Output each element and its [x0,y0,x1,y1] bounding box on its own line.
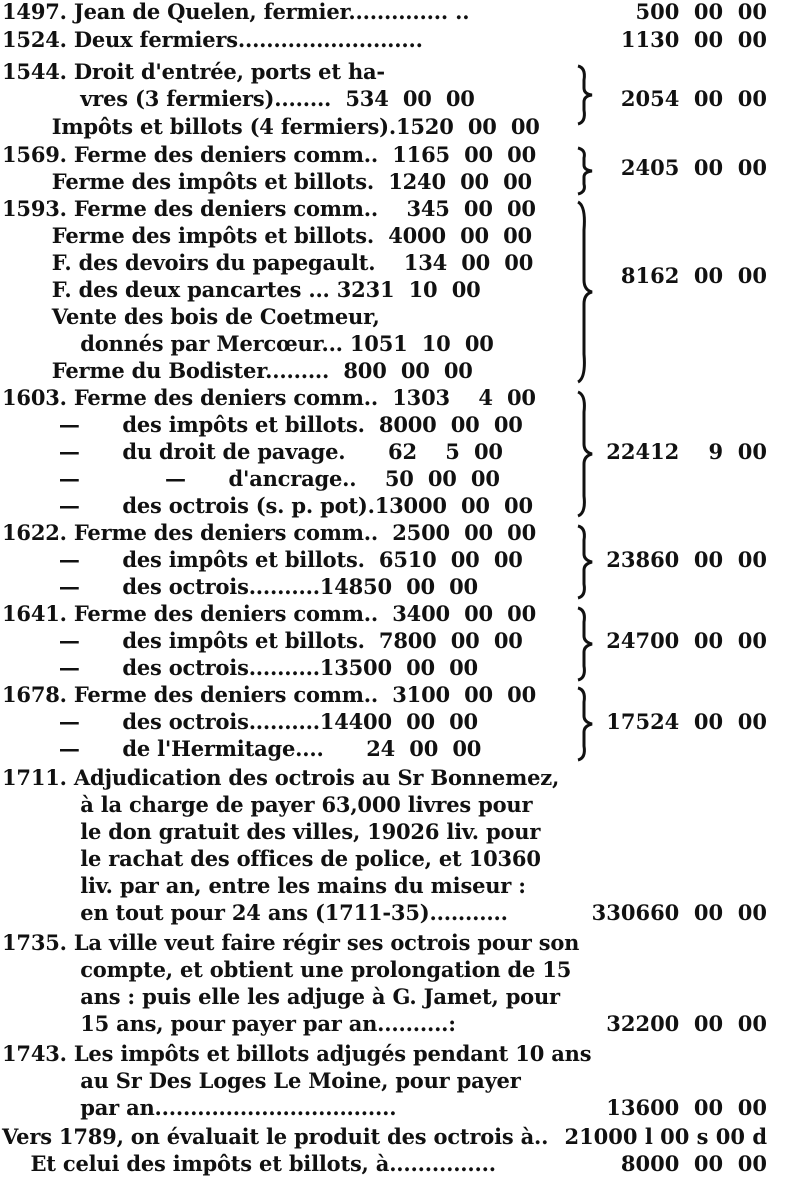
total-1711: 330660 00 00 [591,900,767,925]
total-1789-impots: 8000 00 00 [620,1151,767,1176]
entry-line-1622-a: 1622. Ferme des deniers comm.. 2500 00 00 [2,520,536,545]
entry-line-1593-f: donnés par Mercœur... 1051 10 00 [2,331,494,356]
entry-line-1524: 1524. Deux fermiers.......................... [2,27,423,52]
brace-1603 [574,390,594,518]
entry-line-1711-a: 1711. Adjudication des octrois au Sr Bonnemez, [2,765,560,790]
entry-line-1544-b: vres (3 fermiers)........ 534 00 00 [2,86,475,111]
entry-line-1544-c: Impôts et billots (4 fermiers).1520 00 00 [2,114,540,139]
brace-1622 [574,524,594,600]
entry-line-1569-b: Ferme des impôts et billots. 1240 00 00 [2,169,532,194]
entry-line-1678-a: 1678. Ferme des deniers comm.. 3100 00 00 [2,682,536,707]
total-1743: 13600 00 00 [606,1095,767,1120]
entry-line-1641-a: 1641. Ferme des deniers comm.. 3400 00 00 [2,601,536,626]
entry-line-1603-a: 1603. Ferme des deniers comm.. 1303 4 00 [2,385,536,410]
entry-line-1622-c: — des octrois..........14850 00 00 [2,574,478,599]
total-1789-octrois: 21000 l 00 s 00 d [564,1124,767,1149]
entry-line-1678-b: — des octrois..........14400 00 00 [2,709,478,734]
brace-1569 [574,146,594,196]
total-1544: 2054 00 00 [620,86,767,111]
entry-line-1735-c: ans : puis elle les adjuge à G. Jamet, pour [2,984,560,1009]
entry-line-1641-c: — des octrois..........13500 00 00 [2,655,478,680]
entry-line-1743-c: par an.................................. [2,1095,397,1120]
entry-line-1711-d: le rachat des offices de police, et 10360 [2,846,541,871]
entry-line-1603-c: — du droit de pavage. 62 5 00 [2,439,503,464]
entry-line-1593-b: Ferme des impôts et billots. 4000 00 00 [2,223,532,248]
total-1593: 8162 00 00 [620,263,767,288]
total-1569: 2405 00 00 [620,155,767,180]
entry-line-1711-e: liv. par an, entre les mains du miseur : [2,873,526,898]
entry-line-1593-a: 1593. Ferme des deniers comm.. 345 00 00 [2,196,536,221]
total-1641: 24700 00 00 [606,628,767,653]
total-1622: 23860 00 00 [606,547,767,572]
entry-line-1593-d: F. des deux pancartes ... 3231 10 00 [2,277,481,302]
brace-1678 [574,686,594,762]
entry-line-1593-e: Vente des bois de Coetmeur, [2,304,380,329]
brace-1641 [574,606,594,682]
total-1524: 1130 00 00 [620,27,767,52]
total-1735: 32200 00 00 [606,1011,767,1036]
entry-line-1711-c: le don gratuit des villes, 19026 liv. pour [2,819,541,844]
entry-line-1641-b: — des impôts et billots. 7800 00 00 [2,628,523,653]
entry-line-1497: 1497. Jean de Quelen, fermier.............. .. [2,0,470,24]
entry-line-1789-a: Vers 1789, on évaluait le produit des octrois à.. [2,1124,549,1149]
entry-line-1569-a: 1569. Ferme des deniers comm.. 1165 00 00 [2,142,536,167]
entry-line-1743-a: 1743. Les impôts et billots adjugés pendant 10 ans [2,1041,592,1066]
entry-line-1622-b: — des impôts et billots. 6510 00 00 [2,547,523,572]
entry-line-1743-b: au Sr Des Loges Le Moine, pour payer [2,1068,521,1093]
entry-line-1735-d: 15 ans, pour payer par an..........: [2,1011,456,1036]
entry-line-1711-f: en tout pour 24 ans (1711-35)........... [2,900,508,925]
entry-line-1593-c: F. des devoirs du papegault. 134 00 00 [2,250,534,275]
total-1603: 22412 9 00 [606,439,767,464]
entry-line-1789-b: Et celui des impôts et billots, à............... [2,1151,496,1176]
total-1497: 500 00 00 [635,0,767,24]
brace-1593 [574,200,594,384]
entry-line-1711-b: à la charge de payer 63,000 livres pour [2,792,533,817]
entry-line-1544-a: 1544. Droit d'entrée, ports et ha- [2,59,385,84]
entry-line-1603-d: — — d'ancrage.. 50 00 00 [2,466,500,491]
total-1678: 17524 00 00 [606,709,767,734]
entry-line-1603-b: — des impôts et billots. 8000 00 00 [2,412,523,437]
brace-1544 [574,64,594,126]
entry-line-1603-e: — des octrois (s. p. pot).13000 00 00 [2,493,533,518]
entry-line-1678-c: — de l'Hermitage.... 24 00 00 [2,736,482,761]
entry-line-1735-a: 1735. La ville veut faire régir ses octrois pour son [2,930,580,955]
entry-line-1735-b: compte, et obtient une prolongation de 15 [2,957,572,982]
entry-line-1593-g: Ferme du Bodister......... 800 00 00 [2,358,473,383]
